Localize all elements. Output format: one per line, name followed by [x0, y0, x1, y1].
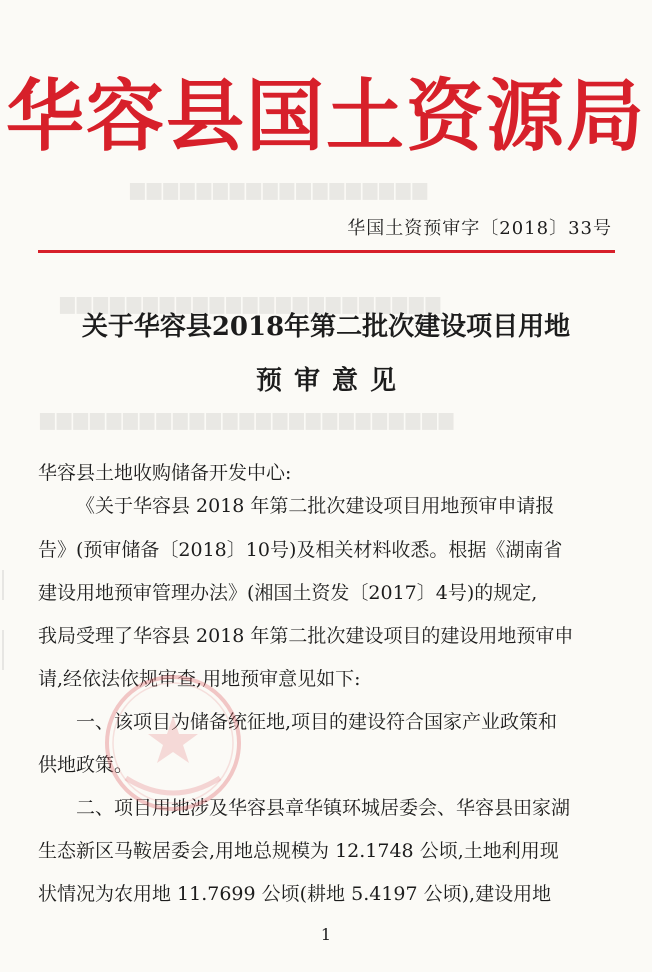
document-title-line1: 关于华容县2018年第二批次建设项目用地 [81, 312, 571, 342]
body-line: 状情况为农用地 11.7699 公顷(耕地 5.4197 公顷),建设用地 [38, 883, 552, 905]
document-number: 华国土资预审字〔2018〕33号 [347, 218, 612, 239]
binding-hole-marks [0, 560, 10, 680]
body-line: 《关于华容县 2018 年第二批次建设项目用地预审申请报 [76, 495, 555, 517]
body-line: 建设用地预审管理办法》(湘国土资发〔2017〕4号)的规定, [38, 582, 538, 604]
addressee: 华容县土地收购储备开发中心: [38, 462, 292, 484]
body-line: 二、项目用地涉及华容县章华镇环城居委会、华容县田家湖 [76, 797, 571, 819]
letterhead-organization: 华容县国土资源局 [5, 72, 646, 162]
body-line: 告》(预审储备〔2018〕10号)及相关材料收悉。根据《湖南省 [38, 539, 563, 561]
body-line: 一、该项目为储备统征地,项目的建设符合国家产业政策和 [76, 711, 558, 733]
bleed-through-texture: ▆▆▆▆▆▆▆▆▆▆▆▆▆▆▆▆▆▆▆▆▆▆▆ [60, 292, 443, 314]
bleed-through-texture: ▆▆▆▆▆▆▆▆▆▆▆▆▆▆▆▆▆▆▆▆▆▆▆▆▆ [40, 408, 456, 430]
body-line: 请,经依法依规审查,用地预审意见如下: [38, 668, 361, 690]
body-line: 供地政策。 [38, 754, 134, 776]
body-line: 我局受理了华容县 2018 年第二批次建设项目的建设用地预审申 [38, 625, 574, 647]
official-seal-stamp [98, 668, 248, 818]
body-line: 生态新区马鞍居委会,用地总规模为 12.1748 公顷,土地利用现 [38, 840, 559, 862]
document-title-line2: 预审意见 [255, 366, 408, 396]
page-number: 1 [320, 925, 332, 944]
letterhead-divider [38, 250, 615, 253]
bleed-through-texture: ▆▆▆▆▆▆▆▆▆▆▆▆▆▆▆▆▆▆ [130, 178, 430, 200]
